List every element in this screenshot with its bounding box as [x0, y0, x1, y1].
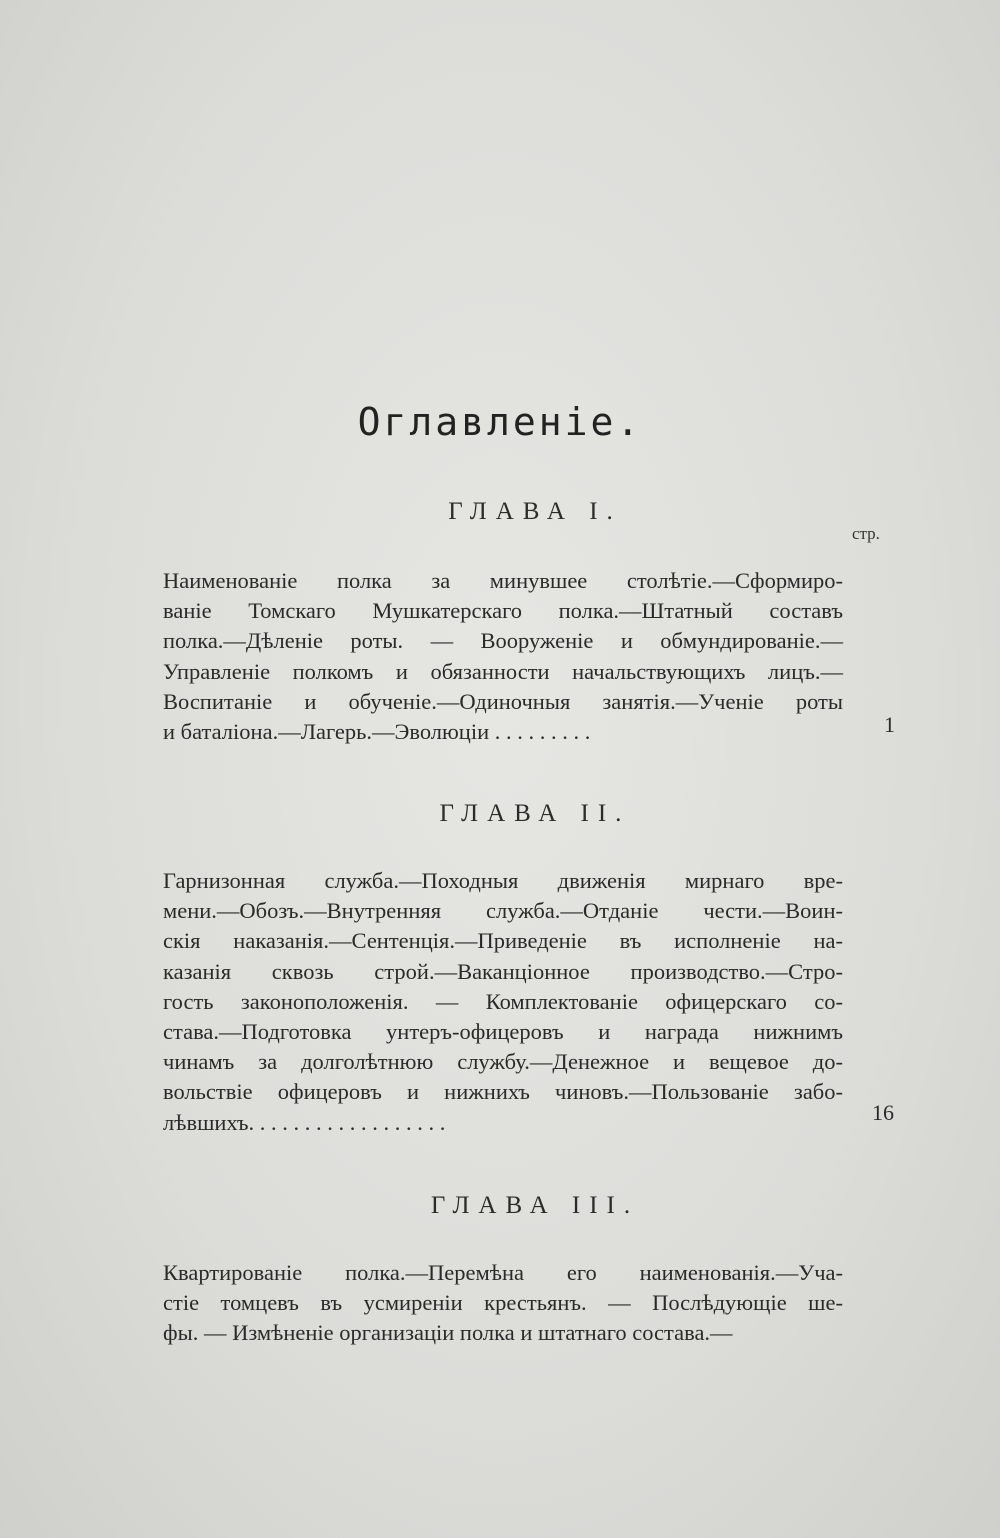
- contents-line: мени.—Обозъ.—Внутренняя служба.—Отданіе чести.—Воин-: [163, 898, 843, 924]
- contents-line: полка.—Дѣленіе роты. — Вооруженіе и обмундированіе.—: [163, 628, 843, 654]
- page-title: Оглавленіе.: [357, 400, 643, 444]
- chapter-2-contents: [163, 866, 843, 1138]
- contents-line: скія наказанія.—Сентенція.—Приведеніе въ исполненіе на-: [163, 928, 843, 954]
- chapter-1-page-number: 1: [884, 712, 895, 737]
- page-column-label: стр.: [852, 524, 880, 543]
- chapter-1-contents: [163, 566, 843, 747]
- contents-line: стіе томцевъ въ усмиреніи крестьянъ. — Послѣдующіе ше-: [163, 1290, 843, 1316]
- contents-line: Наименованіе полка за минувшее столѣтіе.—Сформиро-: [163, 568, 843, 593]
- contents-line: фы. — Измѣненіе организаціи полка и штатнаго состава.—: [163, 1320, 733, 1346]
- chapter-2-heading: ГЛАВА II.: [439, 800, 631, 827]
- contents-line: и баталіона.—Лагерь.—Эволюціи . . . . . . . . .: [163, 718, 591, 744]
- contents-line: Гарнизонная служба.—Походныя движенія мирнаго вре-: [163, 868, 843, 893]
- contents-line: гость законоположенія. — Комплектованіе офицерскаго со-: [163, 988, 843, 1014]
- contents-line: чинамъ за долголѣтнюю службу.—Денежное и вещевое до-: [163, 1049, 843, 1075]
- contents-line: Управленіе полкомъ и обязанности начальствующихъ лицъ.—: [163, 658, 843, 684]
- chapter-3-heading: ГЛАВА III.: [430, 1192, 640, 1219]
- chapter-3-contents: [163, 1258, 843, 1349]
- contents-line: става.—Подготовка унтеръ-офицеровъ и награда нижнимъ: [163, 1018, 843, 1044]
- contents-line: ваніе Томскаго Мушкатерскаго полка.—Штатный составъ: [163, 598, 843, 624]
- chapter-2-page-number: 16: [872, 1100, 894, 1125]
- contents-line: Воспитаніе и обученіе.—Одиночныя занятія.—Ученіе роты: [163, 688, 843, 714]
- contents-line: вольствіе офицеровъ и нижнихъ чиновъ.—Пользованіе забо-: [163, 1079, 843, 1105]
- chapter-1-heading: ГЛАВА I.: [448, 498, 622, 525]
- contents-line: Квартированіе полка.—Перемѣна его наименованія.—Уча-: [163, 1260, 843, 1285]
- contents-line: лѣвшихъ. . . . . . . . . . . . . . . . . .: [163, 1109, 446, 1135]
- contents-line: казанія сквозь строй.—Ваканціонное производство.—Стро-: [163, 958, 843, 984]
